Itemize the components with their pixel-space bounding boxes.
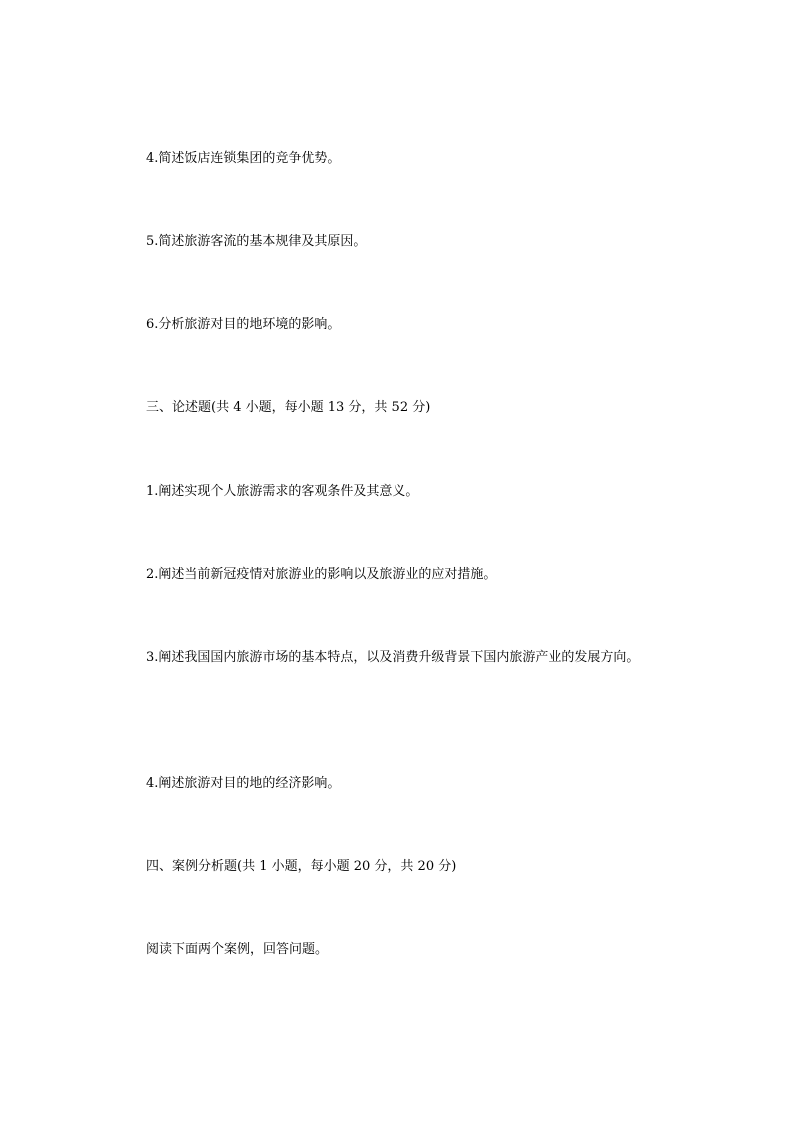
case-analysis-intro: 阅读下面两个案例，回答问题。 xyxy=(146,942,329,957)
essay-question-3: 3.阐述我国国内旅游市场的基本特点，以及消费升级背景下国内旅游产业的发展方向。 xyxy=(146,650,640,665)
essay-question-4: 4.阐述旅游对目的地的经济影响。 xyxy=(146,776,341,791)
essay-question-2: 2.阐述当前新冠疫情对旅游业的影响以及旅游业的应对措施。 xyxy=(146,567,497,582)
essay-question-1: 1.阐述实现个人旅游需求的客观条件及其意义。 xyxy=(146,484,419,499)
case-analysis-section-heading: 四、案例分析题(共 1 小题，每小题 20 分，共 20 分) xyxy=(146,859,457,874)
short-answer-question-4: 4.简述饭店连锁集团的竞争优势。 xyxy=(146,151,341,166)
short-answer-question-5: 5.简述旅游客流的基本规律及其原因。 xyxy=(146,234,367,249)
essay-section-heading: 三、论述题(共 4 小题，每小题 13 分，共 52 分) xyxy=(146,400,431,415)
short-answer-question-6: 6.分析旅游对目的地环境的影响。 xyxy=(146,317,341,332)
